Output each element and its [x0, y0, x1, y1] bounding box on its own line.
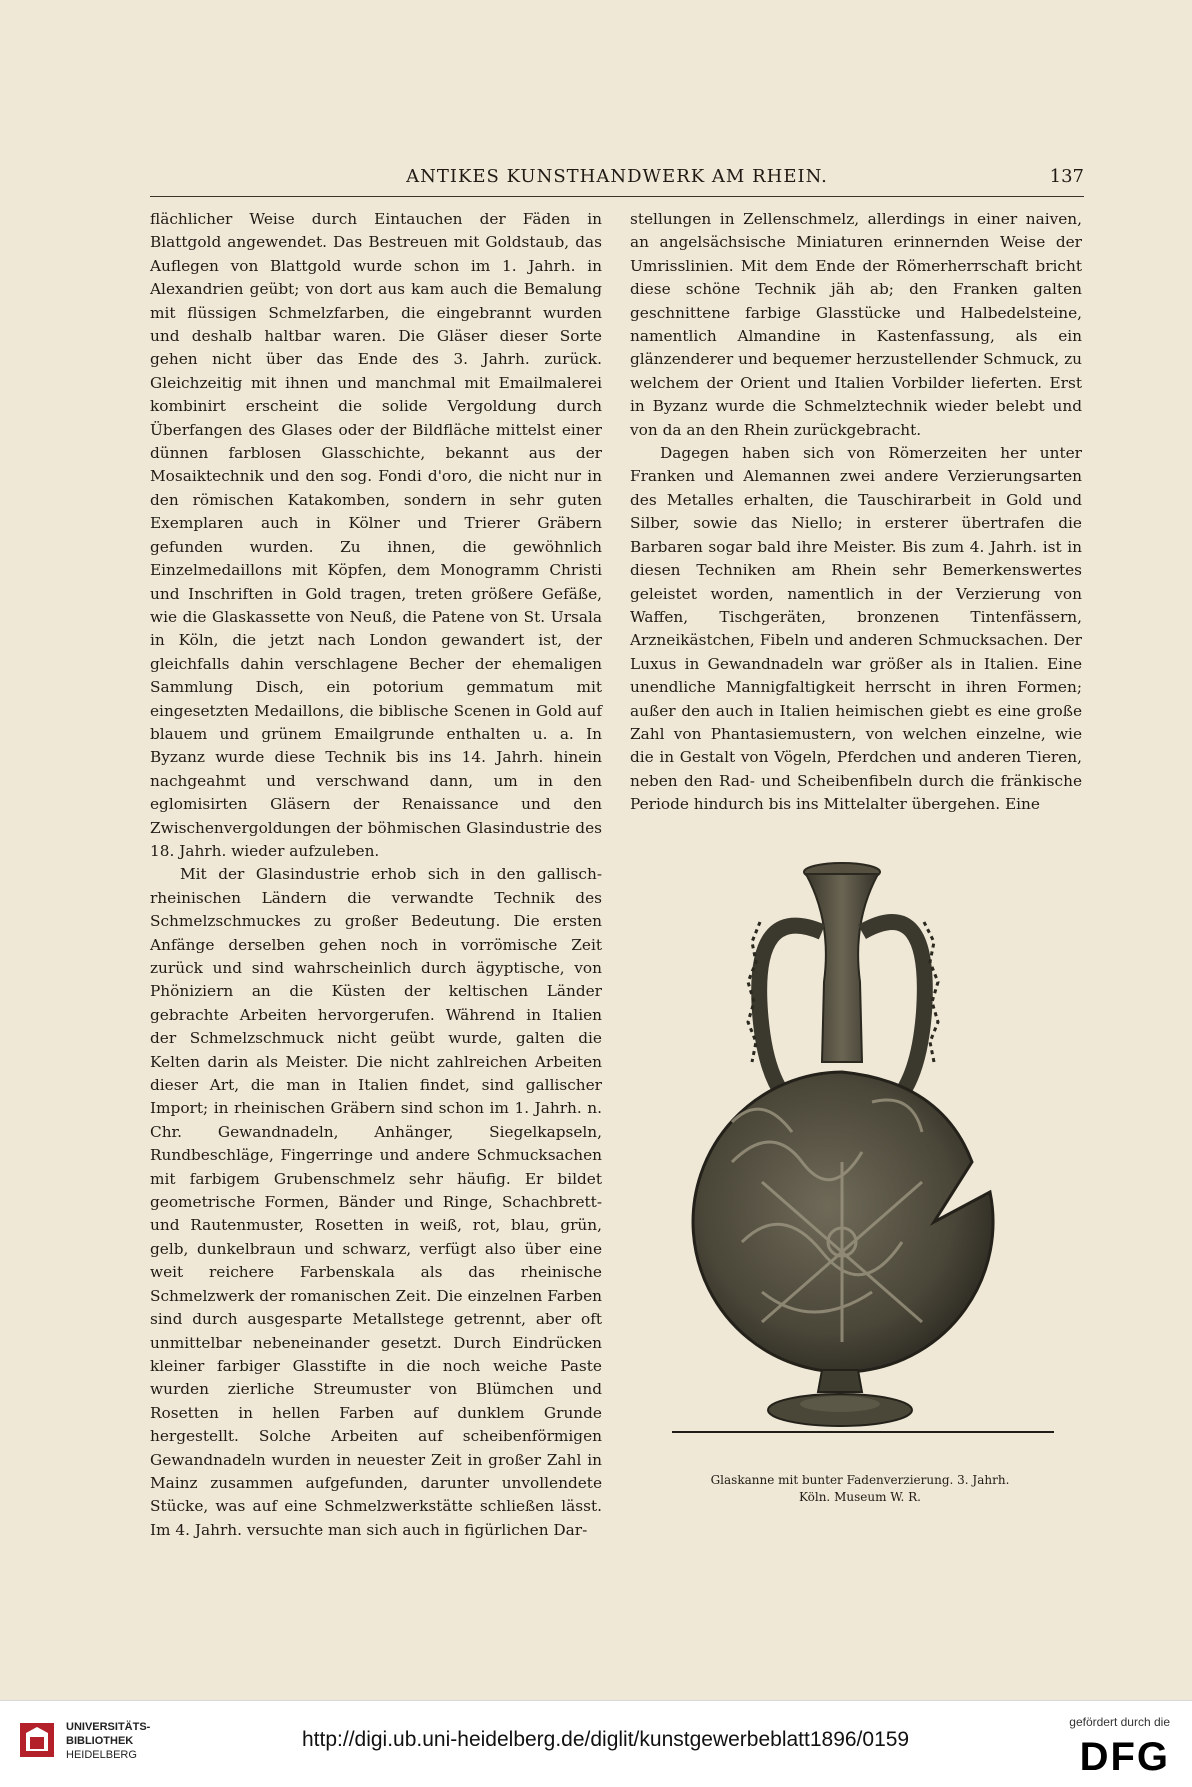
caption-line: Köln. Museum W. R. [799, 1490, 921, 1504]
glass-jug-image [672, 862, 1054, 1438]
dfg-logo[interactable]: DFG [1079, 1735, 1170, 1779]
caption-line: Glaskanne mit bunter Fadenverzierung. 3. Jahrh. [710, 1473, 1010, 1487]
figure-caption [640, 1472, 1080, 1506]
logo-line: BIBLIOTHEK [66, 1735, 134, 1747]
paragraph: Mit der Glasindustrie erhob sich in den gallisch-rheinischen Ländern die verwandte Technik des Schmelzschmuckes zu großer Bedeutung. Die ersten Anfänge derselben gehen noch in vorrömische Zeit zurück und sind wahrscheinlich durch ägyptische, von Phöniziern an die Küsten der keltischen Länder gebrachte Arbeiten hervorgerufen. Während in Italien der Schmelzschmuck nicht geübt wurde, galten die Kelten darin als Meister. Die nicht zahlreichen Arbeiten dieser Art, die man in Italien findet, sind gallischer Import; in rheinischen Gräbern sind schon im 1. Jahrh. n. Chr. Gewandnadeln, Anhänger, Siegelkapseln, Rundbeschläge, Fingerringe und andere Schmucksachen mit farbigem Grubenschmelz sehr häufig. Er bildet geometrische Formen, Bänder und Ringe, Schachbrett- und Rautenmuster, Rosetten in weiß, rot, blau, grün, gelb, dunkelbraun und schwarz, verfügt also über eine weit reichere Farbenskala als das rheinische Schmelzwerk der romanischen Zeit. Die einzelnen Farben sind durch ausgesparte Metallstege getrennt, aber oft unmittelbar nebeneinander gesetzt. Durch Eindrücken kleiner farbiger Glasstifte in die noch weiche Paste wurden zierliche Streumuster von Blümchen und Rosetten in hellen Farben auf dunklem Grunde hergestellt. Solche Arbeiten auf scheibenförmigen Gewandnadeln wurden in neuester Zeit in großer Zahl in Mainz zusammen aufgefunden, darunter unvollendete Stücke, was auf eine Schmelzwerkstätte schließen lässt. Im 4. Jahrh. versuchte man sich auch in figürlichen Dar- [150, 865, 602, 1539]
page-number: 137 [1049, 166, 1084, 187]
paragraph: Dagegen haben sich von Römerzeiten her unter Franken und Alemannen zwei andere Verzierungsarten des Metalles erhalten, die Tauschirarbeit in Gold und Silber, sowie das Niello; in ersterer übertrafen die Barbaren sogar bald ihre Meister. Bis zum 4. Jahrh. ist in diesen Techniken am Rhein sehr Bemerkenswertes geleistet worden, namentlich in der Verzierung von Waffen, Tischgeräten, bronzenen Tintenfässern, Arzneikästchen, Fibeln und anderen Schmucksachen. Der Luxus in Gewandnadeln war größer als in Italien. Eine unendliche Mannigfaltigkeit herrscht in ihren Formen; außer den auch in Italien heimischen giebt es eine große Zahl von Phantasiemustern, von welchen einzelne, wie die in Gestalt von Vögeln, Pferdchen und anderen Tieren, neben den Rad- und Scheibenfibeln durch die fränkische Periode hindurch bis ins Mittelalter übergehen. Eine [630, 444, 1082, 814]
left-text-column [150, 208, 602, 1542]
paragraph: stellungen in Zellenschmelz, allerdings in einer naiven, an angelsächsische Miniaturen erinnernden Weise der Umrisslinien. Mit dem Ende der Römerherrschaft bricht diese schöne Technik jäh ab; den Franken galten geschnittene farbige Glasstücke und Halbedelsteine, namentlich Almandine in Kastenfassung, als ein glänzenderer und bequemer herzustellender Schmuck, zu welchem der Orient und Italien Vorbilder lieferten. Erst in Byzanz wurde die Schmelztechnik wieder belebt und von da an den Rhein zurückgebracht. [630, 210, 1082, 439]
running-title: ANTIKES KUNSTHANDWERK AM RHEIN. [406, 166, 828, 187]
glass-jug-illustration [672, 862, 1054, 1438]
page-header [150, 166, 1084, 197]
funding-label: gefördert durch die [1069, 1715, 1170, 1729]
right-text-column [630, 208, 1082, 817]
document-url-link[interactable]: http://digi.ub.uni-heidelberg.de/diglit/kunstgewerbeblatt1896/0159 [302, 1728, 910, 1751]
library-logo[interactable] [66, 1720, 150, 1762]
logo-line: UNIVERSITÄTS- [66, 1721, 151, 1733]
viewer-footer [0, 1700, 1192, 1787]
logo-line: HEIDELBERG [66, 1749, 137, 1761]
paragraph: flächlicher Weise durch Eintauchen der Fäden in Blattgold angewendet. Das Bestreuen mit Goldstaub, das Auflegen von Blattgold wurde schon im 1. Jahrh. in Alexandrien geübt; von dort aus kam auch die Bemalung mit flüssigen Schmelzfarben, die eingebrannt wurden und deshalb haltbar waren. Die Gläser dieser Sorte gehen nicht über das Ende des 3. Jahrh. zurück. Gleichzeitig mit ihnen und manchmal mit Emailmalerei kombinirt erscheint die solide Vergoldung durch Überfangen des Glases oder der Bildfläche mittelst einer dünnen farblosen Glasschichte, bekannt aus der Mosaiktechnik und den sog. Fondi d'oro, die nicht nur in den römischen Katakomben, sondern in sehr guten Exemplaren auch in Kölner und Trierer Gräbern gefunden wurden. Zu ihnen, die gewöhnlich Einzelmedaillons mit Köpfen, dem Monogramm Christi und Inschriften in Gold tragen, treten größere Gefäße, wie die Glaskassette von Neuß, die Patene von St. Ursala in Köln, die jetzt nach London gewandert ist, der gleichfalls dahin verschlagene Becher der ehemaligen Sammlung Disch, ein potorium gemmatum mit eingesetzten Medaillons, die biblische Scenen in Gold auf blauem und grünem Emailgrunde enthalten u. a. In Byzanz wurde diese Technik bis ins 14. Jahrh. hinein nachgeahmt und verschwand dann, um in den eglomisirten Gläsern der Renaissance und den Zwischenvergoldungen der böhmischen Glasindustrie des 18. Jahrh. wieder aufzuleben. [150, 210, 602, 860]
university-seal-icon [18, 1719, 56, 1761]
